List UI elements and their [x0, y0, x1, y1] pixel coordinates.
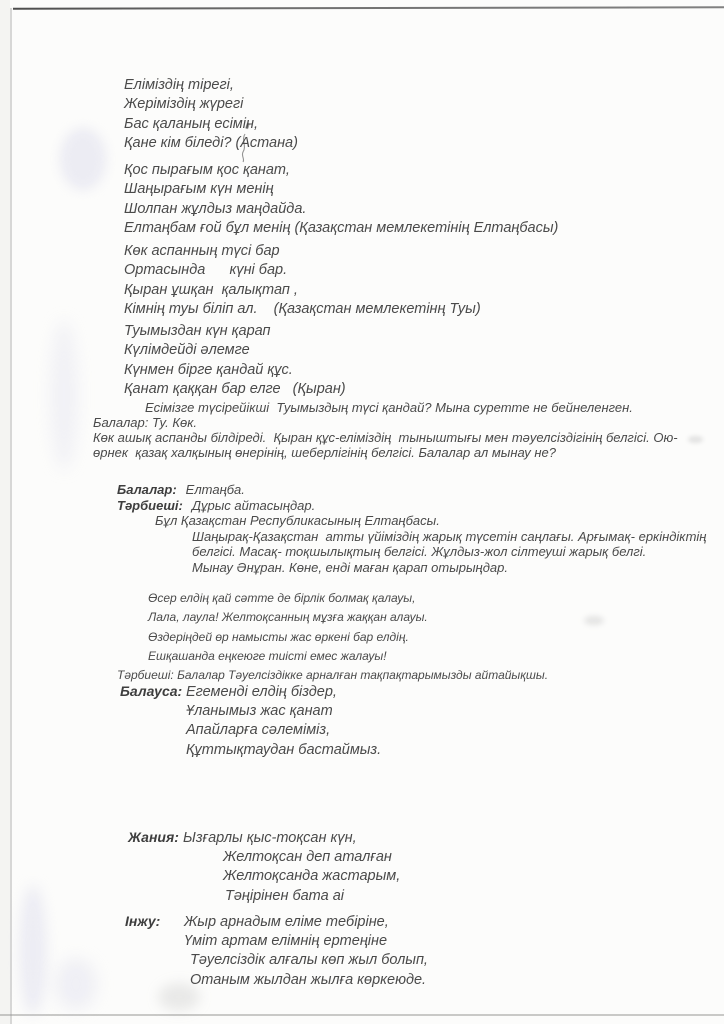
speaker-label-balausa: Балауса: [120, 683, 183, 699]
dialog-line: Мынау Әнұран. Көне, енді маған қарап отырыңдар. [192, 559, 508, 575]
paragraph-line: өрнек қазақ халқының өнерінің, шеберлігінің белгісі. Балалар ал мынау не? [93, 444, 557, 460]
poem-line: Ұланымыз жас қанат [186, 703, 333, 720]
scan-artifact [55, 958, 97, 1010]
scan-bottom-edge-line [0, 1014, 724, 1016]
paragraph-line: Есімізге түсірейікші Туымыздың түсі қандай? Мына суретте не бейнеленген. [145, 400, 633, 415]
stanza-astana [124, 76, 298, 153]
poem-line: Өздеріңдей өр намысты жас өркені бар елдің. [148, 629, 409, 644]
poem-line: Шолпан жұлдыз маңдайда. [124, 200, 307, 217]
scan-artifact [60, 128, 106, 190]
teacher-transition-line: Тәрбиеші: Балалар Тәуелсіздікке арналған тақпақтарымызды айтайықшы. [117, 668, 549, 683]
poem-line: Тәңірінен бата аі [225, 887, 344, 904]
poem-line: Ортасында күні бар. [124, 262, 288, 279]
poem-line: Күлімдейді әлемге [124, 342, 250, 359]
poem-line: Ызғарлы қыс-тоқсан күн, [183, 830, 357, 846]
poem-line: Еліміздің тірегі, [124, 77, 234, 93]
scan-artifact [688, 436, 703, 443]
teacher-speech: Дұрыс айтасыңдар. [191, 497, 316, 513]
paragraph-line: Балалар: Ту. Көк. [93, 414, 197, 430]
poem-line: Өсер елдің қай сәтте де бірлік болмақ қалауы, [148, 591, 416, 605]
poem-line: Қане кім біледі? (Астана) [124, 134, 298, 151]
inzhu-poem [184, 913, 428, 990]
poem-line: Көк аспанның түсі бар [124, 243, 280, 259]
scan-artifact [20, 885, 46, 1015]
scan-artifact [50, 320, 78, 470]
scan-left-strip [0, 0, 10, 1024]
poem-line: Жыр арнадым еліме тебіріне, [184, 914, 389, 930]
scan-top-edge-line [13, 6, 724, 10]
poem-line: Үміт артам елімнің ертеңіне [184, 933, 388, 950]
zhania-poem [183, 829, 400, 906]
speaker-label-inzhu: Інжу: [125, 913, 161, 929]
dialog-line: Бұл Қазақстан Республикасының Елтаңбасы. [155, 513, 440, 529]
dialog-line-children [117, 482, 706, 498]
dialog-block [117, 482, 706, 576]
speaker-label-zhania: Жания: [128, 829, 179, 845]
stanza-tu [124, 242, 481, 319]
stanza-qyran [124, 322, 346, 399]
paragraph-line: Көк ашық аспанды білдіреді. Қыран құс-еліміздің тыныштығы мен тәуелсіздігінің белгісі. Ою- [93, 429, 678, 445]
stanza-eltanba [124, 161, 558, 238]
poem-line: Апайларға сәлеміміз, [186, 722, 331, 739]
dialog-line: белгісі. Масақ- тоқшылықтың белгісі. Жұлдыз-жол сілтеуші жарық белгі. [192, 544, 647, 560]
poem-line: Шаңырағым күн менің [124, 181, 274, 198]
unity-poem-block [117, 589, 549, 685]
poem-line: Туымыздан күн қарап [124, 323, 271, 339]
dialog-line-teacher [117, 498, 706, 514]
poem-line: Қанат қаққан бар елге (Қыран) [124, 380, 346, 397]
poem-line: Қос пырағым қос қанат, [124, 162, 290, 178]
scan-left-edge-line [10, 8, 12, 1024]
children-speaker-label: Балалар: [117, 482, 177, 497]
scan-artifact [584, 616, 604, 625]
poem-line: Тәуелсіздік алғалы көп жыл болып, [190, 952, 428, 969]
poem-line: Жеріміздің жүрегі [124, 96, 244, 113]
poem-line: Қыран ұшқан қалықтап , [124, 281, 298, 298]
poem-line: Кімнің туы біліп ал. (Қазақстан мемлекетінң Туы) [124, 300, 481, 317]
poem-line: Құттықтаудан бастаймыз. [186, 741, 382, 758]
poem-line: Желтоқсан деп аталған [223, 849, 392, 866]
poem-line: Ешқашанда еңкеюге тиісті емес жалауы! [148, 648, 387, 663]
teacher-speaker-label: Тәрбиеші: [117, 497, 183, 513]
children-speech: Елтаңба. [185, 482, 245, 497]
poem-line: Егеменді елдің біздер, [186, 684, 337, 700]
poem-line: Күнмен бірге қандай құс. [124, 361, 293, 378]
poem-line: Отаным жылдан жылға көркеюде. [190, 971, 427, 988]
poem-line: Лала, лаула! Желтоқсанның мұзға жаққан алауы. [148, 610, 428, 625]
teacher-paragraph [93, 401, 678, 461]
poem-line: Желтоқсанда жастарым, [223, 868, 401, 885]
dialog-line: Шаңырақ-Қазақстан атты үйіміздің жарық түсетін саңлағы. Арғымақ- еркіндіктің [192, 528, 707, 544]
balausa-poem [186, 683, 381, 760]
poem-line: Бас қаланың есімін, [124, 115, 258, 132]
poem-line: Елтаңбам ғой бұл менің (Қазақстан мемлекетінің Елтаңбасы) [124, 219, 559, 236]
